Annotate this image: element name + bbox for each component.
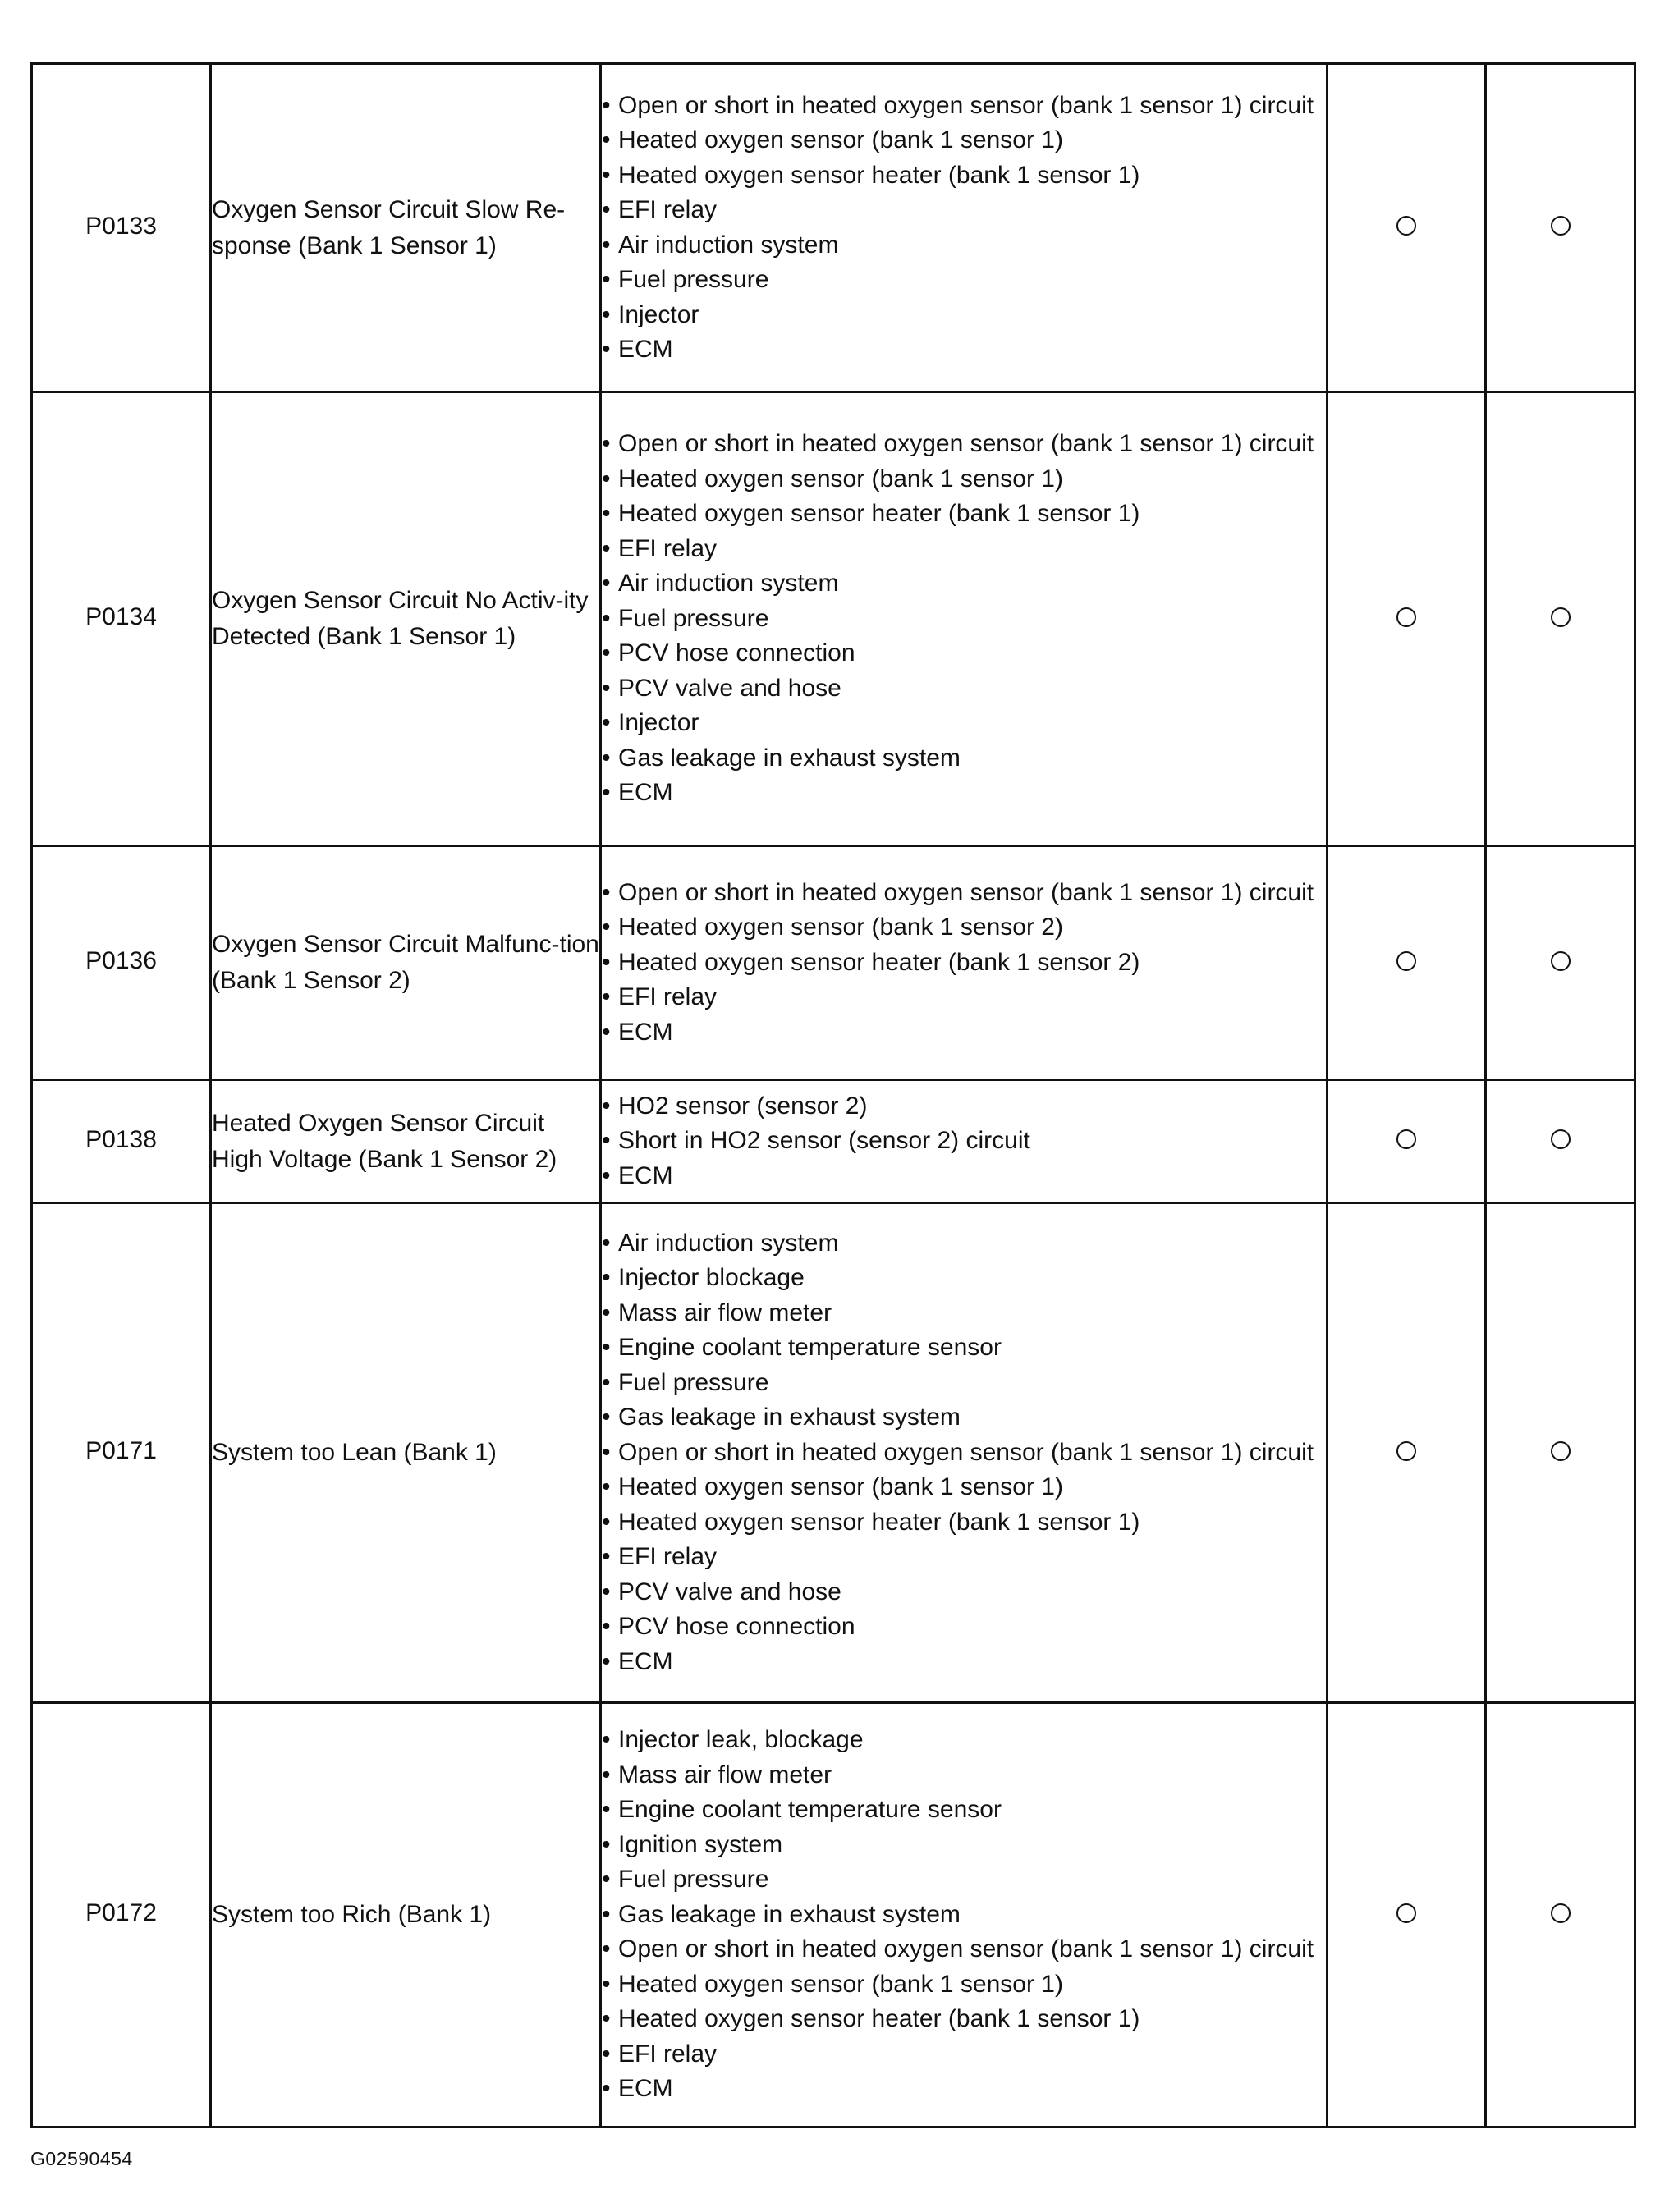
circle-icon (1396, 216, 1416, 236)
trouble-area-item: • Injector leak, blockage (602, 1723, 1326, 1758)
mil-indicator-cell (1328, 392, 1486, 846)
trouble-area-item: • Gas leakage in exhaust system (602, 741, 1326, 776)
trouble-area-item: • Heated oxygen sensor heater (bank 1 sensor 1) (602, 497, 1326, 532)
figure-id: G02590454 (30, 2148, 133, 2169)
detection-item: System too Rich (Bank 1) (211, 1703, 601, 2127)
dtc-code: P0133 (85, 212, 157, 240)
dtc-code-cell (32, 1080, 211, 1203)
circle-icon (1396, 607, 1416, 627)
trouble-area-item: • PCV hose connection (602, 636, 1326, 671)
trouble-area-item: • ECM (602, 1015, 1326, 1051)
circle-icon (1396, 1441, 1416, 1461)
trouble-area-cell (601, 1080, 1328, 1203)
trouble-area-item: • Heated oxygen sensor (bank 1 sensor 2) (602, 910, 1326, 946)
trouble-area-item: • Heated oxygen sensor (bank 1 sensor 1) (602, 462, 1326, 497)
trouble-area-item: • Heated oxygen sensor (bank 1 sensor 1) (602, 1470, 1326, 1505)
trouble-area-list (602, 1089, 1326, 1194)
trouble-area-item: • Engine coolant temperature sensor (602, 1793, 1326, 1828)
trouble-area-item: • EFI relay (602, 193, 1326, 228)
detection-item: System too Lean (Bank 1) (211, 1203, 601, 1703)
circle-icon (1551, 1903, 1571, 1923)
trouble-area-item: • Heated oxygen sensor heater (bank 1 sensor 1) (602, 158, 1326, 194)
trouble-area-item: • Fuel pressure (602, 1366, 1326, 1401)
circle-icon (1396, 1129, 1416, 1149)
trouble-area-item: • Ignition system (602, 1828, 1326, 1863)
trouble-area-item: • ECM (602, 1645, 1326, 1680)
trouble-area-item: • Gas leakage in exhaust system (602, 1400, 1326, 1436)
trouble-area-item: • EFI relay (602, 1540, 1326, 1575)
trouble-area-list (602, 89, 1326, 368)
mil-indicator-cell (1328, 64, 1486, 392)
trouble-area-item: • Open or short in heated oxygen sensor (bank 1 sensor 1) circuit (602, 1932, 1326, 1967)
trouble-area-item: • Mass air flow meter (602, 1296, 1326, 1331)
trouble-area-cell (601, 1703, 1328, 2127)
trouble-area-item: • Heated oxygen sensor heater (bank 1 sensor 2) (602, 946, 1326, 981)
trouble-area-item: • Heated oxygen sensor heater (bank 1 sensor 1) (602, 2002, 1326, 2037)
dtc-table-body (32, 64, 1635, 2127)
dtc-table (30, 62, 1636, 2128)
trouble-area-item: • Injector blockage (602, 1261, 1326, 1296)
trouble-area-list (602, 1226, 1326, 1680)
trouble-area-item: • EFI relay (602, 980, 1326, 1015)
dtc-code: P0172 (85, 1899, 157, 1926)
trouble-area-cell (601, 64, 1328, 392)
trouble-area-list (602, 876, 1326, 1051)
trouble-area-item: • Heated oxygen sensor (bank 1 sensor 1) (602, 123, 1326, 158)
trouble-area-cell (601, 392, 1328, 846)
trouble-area-item: • EFI relay (602, 532, 1326, 567)
detection-item: Heated Oxygen Sensor Circuit High Voltage (Bank 1 Sensor 2) (211, 1080, 601, 1203)
trouble-area-item: • Open or short in heated oxygen sensor (bank 1 sensor 1) circuit (602, 427, 1326, 462)
table-row (32, 1703, 1635, 2127)
trouble-area-item: • Injector (602, 298, 1326, 333)
memory-indicator-cell (1486, 1080, 1635, 1203)
trouble-area-item: • Mass air flow meter (602, 1758, 1326, 1793)
dtc-code-cell (32, 392, 211, 846)
circle-icon (1396, 951, 1416, 971)
trouble-area-cell (601, 1203, 1328, 1703)
mil-indicator-cell (1328, 1703, 1486, 2127)
trouble-area-item: • Engine coolant temperature sensor (602, 1330, 1326, 1366)
trouble-area-cell (601, 846, 1328, 1080)
trouble-area-item: • Air induction system (602, 228, 1326, 263)
circle-icon (1551, 1441, 1571, 1461)
dtc-code-cell (32, 64, 211, 392)
trouble-area-item: • HO2 sensor (sensor 2) (602, 1089, 1326, 1124)
circle-icon (1551, 1129, 1571, 1149)
memory-indicator-cell (1486, 392, 1635, 846)
detection-item: Oxygen Sensor Circuit No Activ-ity Detected (Bank 1 Sensor 1) (211, 392, 601, 846)
dtc-code: P0171 (85, 1437, 157, 1464)
mil-indicator-cell (1328, 846, 1486, 1080)
circle-icon (1551, 951, 1571, 971)
trouble-area-item: • Fuel pressure (602, 263, 1326, 298)
trouble-area-item: • Short in HO2 sensor (sensor 2) circuit (602, 1124, 1326, 1159)
dtc-code: P0138 (85, 1125, 157, 1153)
trouble-area-item: • PCV valve and hose (602, 1575, 1326, 1610)
trouble-area-item: • ECM (602, 2072, 1326, 2107)
dtc-code-cell (32, 1203, 211, 1703)
memory-indicator-cell (1486, 1203, 1635, 1703)
trouble-area-list (602, 427, 1326, 811)
table-row (32, 1080, 1635, 1203)
trouble-area-list (602, 1723, 1326, 2107)
trouble-area-item: • ECM (602, 332, 1326, 368)
dtc-code: P0136 (85, 947, 157, 974)
trouble-area-item: • Injector (602, 706, 1326, 741)
table-row (32, 1203, 1635, 1703)
trouble-area-item: • Open or short in heated oxygen sensor (bank 1 sensor 1) circuit (602, 89, 1326, 124)
circle-icon (1551, 216, 1571, 236)
trouble-area-item: • Open or short in heated oxygen sensor (bank 1 sensor 1) circuit (602, 1436, 1326, 1471)
table-row (32, 392, 1635, 846)
circle-icon (1551, 607, 1571, 627)
trouble-area-item: • Air induction system (602, 566, 1326, 602)
trouble-area-item: • Gas leakage in exhaust system (602, 1898, 1326, 1933)
mil-indicator-cell (1328, 1080, 1486, 1203)
trouble-area-item: • ECM (602, 1159, 1326, 1194)
trouble-area-item: • Air induction system (602, 1226, 1326, 1262)
table-row (32, 64, 1635, 392)
table-row (32, 846, 1635, 1080)
detection-item: Oxygen Sensor Circuit Slow Re-sponse (Bank 1 Sensor 1) (211, 64, 601, 392)
trouble-area-item: • Heated oxygen sensor heater (bank 1 sensor 1) (602, 1505, 1326, 1541)
trouble-area-item: • ECM (602, 776, 1326, 811)
trouble-area-item: • Fuel pressure (602, 1862, 1326, 1898)
trouble-area-item: • Open or short in heated oxygen sensor (bank 1 sensor 1) circuit (602, 876, 1326, 911)
memory-indicator-cell (1486, 64, 1635, 392)
memory-indicator-cell (1486, 846, 1635, 1080)
detection-item: Oxygen Sensor Circuit Malfunc-tion (Bank 1 Sensor 2) (211, 846, 601, 1080)
mil-indicator-cell (1328, 1203, 1486, 1703)
trouble-area-item: • EFI relay (602, 2037, 1326, 2072)
trouble-area-item: • PCV valve and hose (602, 671, 1326, 707)
trouble-area-item: • PCV hose connection (602, 1610, 1326, 1645)
dtc-code-cell (32, 846, 211, 1080)
trouble-area-item: • Fuel pressure (602, 602, 1326, 637)
trouble-area-item: • Heated oxygen sensor (bank 1 sensor 1) (602, 1967, 1326, 2003)
memory-indicator-cell (1486, 1703, 1635, 2127)
dtc-code-cell (32, 1703, 211, 2127)
circle-icon (1396, 1903, 1416, 1923)
dtc-code: P0134 (85, 603, 157, 630)
